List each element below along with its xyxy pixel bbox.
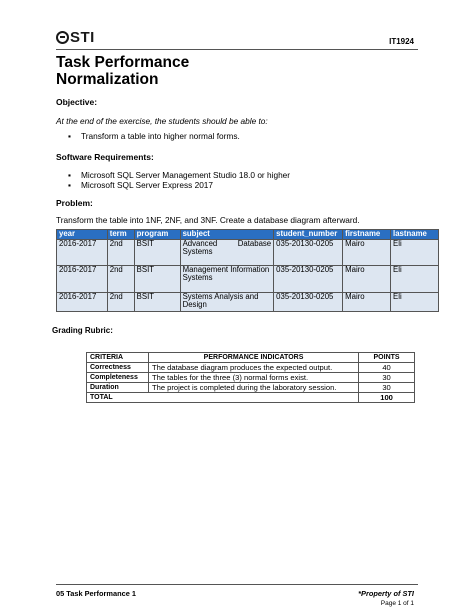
rubric-total-points: 100 [359,393,415,403]
rubric-table [86,352,415,403]
title-line-1: Task Performance [56,54,190,71]
table-row [57,265,439,292]
table-cell: 035-20130-0205 [274,239,343,265]
table-cell: Mairo [343,292,391,311]
objective-item [68,131,240,141]
objective-heading: Objective: [56,97,98,107]
data-table [56,229,439,312]
rubric-header-row [87,353,415,363]
software-item [68,180,213,190]
table-cell: 2016-2017 [57,265,108,292]
table-cell: Mairo [343,265,391,292]
table-cell: Management Information Systems [180,265,274,292]
rubric-indicator: The project is completed during the laboratory session. [148,383,358,393]
rubric-column-header: CRITERIA [87,353,149,363]
table-cell: BSIT [134,265,180,292]
footer-right: *Property of STI [358,589,414,598]
rubric-heading: Grading Rubric: [52,326,113,335]
page-title [56,54,189,88]
table-cell: 2nd [107,265,134,292]
logo-text: STI [70,29,95,46]
table-cell: 2016-2017 [57,292,108,311]
sti-logo [56,29,95,46]
rubric-criteria: Duration [87,383,149,393]
rubric-column-header: POINTS [359,353,415,363]
rubric-total-label: TOTAL [87,393,359,403]
rubric-points: 40 [359,363,415,373]
footer-left: 05 Task Performance 1 [56,589,136,598]
table-cell: 2nd [107,239,134,265]
table-cell: Eli [391,239,439,265]
bullet-icon: ▪ [68,131,71,141]
footer-page-number: Page 1 of 1 [380,600,414,607]
table-cell: Systems Analysis and Design [180,292,274,311]
table-cell: 035-20130-0205 [274,292,343,311]
software-item-text: Microsoft SQL Server Express 2017 [81,180,214,190]
rubric-row [87,383,415,393]
column-header: year [57,230,108,240]
objective-intro: At the end of the exercise, the students should be able to: [56,116,268,126]
bullet-icon: ▪ [68,170,71,180]
column-header: student_number [274,230,343,240]
problem-heading: Problem: [56,198,93,208]
problem-text: Transform the table into 1NF, 2NF, and 3NF. Create a database diagram afterward. [56,215,360,225]
column-header: program [134,230,180,240]
footer-rule [56,584,418,585]
table-cell: Eli [391,292,439,311]
column-header: firstname [343,230,391,240]
rubric-total-row [87,393,415,403]
rubric-row [87,373,415,383]
rubric-indicator: The tables for the three (3) normal forms exist. [148,373,358,383]
table-cell: Advanced Database Systems [180,239,274,265]
software-item [68,170,290,180]
rubric-indicator: The database diagram produces the expected output. [148,363,358,373]
table-cell: BSIT [134,239,180,265]
table-row [57,292,439,311]
table-cell: Mairo [343,239,391,265]
software-heading: Software Requirements: [56,152,154,162]
column-header: term [107,230,134,240]
title-line-2: Normalization [56,71,159,88]
rubric-points: 30 [359,383,415,393]
table-cell: 2016-2017 [57,239,108,265]
rubric-row [87,363,415,373]
rubric-criteria: Correctness [87,363,149,373]
column-header: lastname [391,230,439,240]
table-cell: BSIT [134,292,180,311]
objective-item-text: Transform a table into higher normal forms. [81,131,240,141]
bullet-icon: ▪ [68,180,71,190]
table-cell: 2nd [107,292,134,311]
sti-logo-icon [56,31,69,44]
software-item-text: Microsoft SQL Server Management Studio 18.0 or higher [81,170,291,180]
table-header-row [57,230,439,240]
column-header: subject [180,230,274,240]
header-rule [56,49,418,50]
rubric-points: 30 [359,373,415,383]
rubric-column-header: PERFORMANCE INDICATORS [148,353,358,363]
table-row [57,239,439,265]
table-cell: Eli [391,265,439,292]
document-code: IT1924 [389,37,414,46]
rubric-criteria: Completeness [87,373,149,383]
table-cell: 035-20130-0205 [274,265,343,292]
